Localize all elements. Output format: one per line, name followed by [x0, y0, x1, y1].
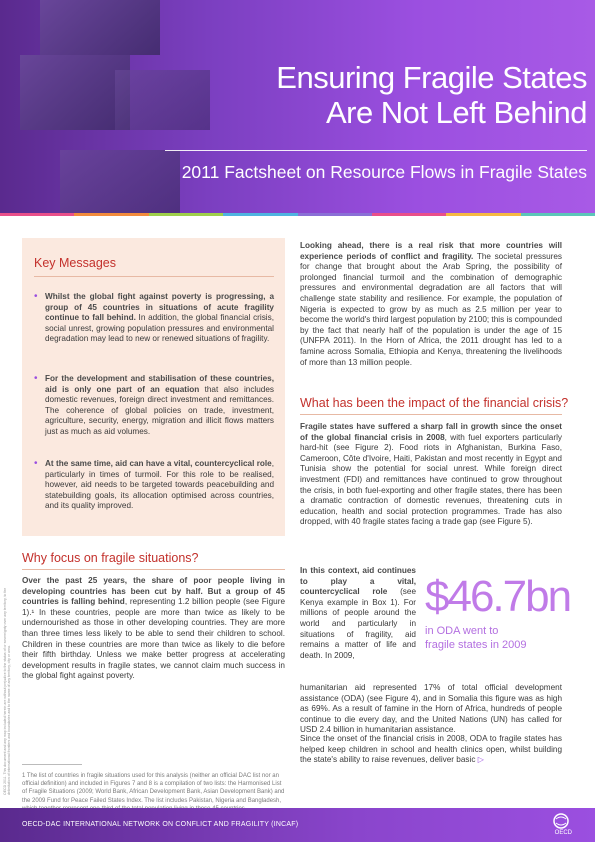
decorative-cube — [20, 55, 130, 130]
decorative-cube — [60, 150, 180, 215]
bullet-icon: • — [34, 373, 38, 384]
page-subtitle: 2011 Factsheet on Resource Flows in Fragile States — [181, 162, 587, 182]
title-line-1: Ensuring Fragile States — [276, 60, 587, 95]
color-stripe-segment — [0, 213, 75, 216]
impact-text: , with fuel exporters particularly hard-hit (see Figure 2). Food riots in Afghanistan, Burkina Faso, Cameroon, Côte d'Ivoire, Haiti, Pakistan and most recently in Egypt and Tunisia show the potential for social unrest. While foreign direct investment (FDI) and remittances have continued to grow throughout the crisis, in both fuel-exporting and other fragile states, there has been a dramatic contraction of domestic revenues, threatening cuts in education, health and social protection programmes. Trade has also dropped, with 40 fragile states facing a trade gap (see Figure 5). — [300, 432, 562, 527]
color-stripe-segment — [372, 213, 447, 216]
impact-bold: Fragile states have suffered a sharp fall in growth since the onset of the global financial crisis in 2008 — [300, 422, 562, 442]
title-divider — [165, 150, 587, 151]
key-messages-divider — [34, 276, 274, 277]
looking-ahead-bold: Looking ahead, there is a real risk that more countries will experience periods of conflict and fragility. — [300, 241, 562, 261]
looking-ahead-text: The societal pressures for change that brought about the Arab Spring, the possibility of prolonged financial turmoil and the combination of demographic pressures and environmental degradation are all factors that will challenge state stability and resilience. For example, the population of Nigeria is expected to grow by as much as 2.5 million per year to become the world's third largest population by 2100; this is compounded by the fact that nearly half of the population is under the age of 15 (UNFPA 2011). In the Horn of Africa, the 2011 drought has led to a famine across Somalia, Ethiopia and Kenya, threatening the livelihoods of more than 13 million people. — [300, 251, 562, 367]
why-focus-bold: Over the past 25 years, the share of poor people living in developing countries has been cut by half. But a group of 45 countries is falling behind — [22, 576, 285, 607]
key-messages-heading: Key Messages — [34, 256, 116, 270]
header-banner — [0, 0, 595, 215]
title-line-2: Are Not Left Behind — [325, 95, 587, 130]
legal-notice: OECD 2011. This document and any map included herein are without prejudice to the status of or sovereignty over any territory, to the delimitation of international frontiers and boundaries and to the name of any territory, city or area. — [3, 587, 11, 795]
context-text-narrow: (see Kenya example in Box 1). For millions of people around the world and particularly in situations of fragility, aid remains a matter of life and death. In 2009, — [300, 587, 417, 660]
stat-caption-line-1: in ODA went to — [425, 625, 499, 637]
key-message-1-bold: Whilst the global fight against poverty is progressing, a group of 45 countries in situations of acute fragility continue to fall behind. — [45, 292, 274, 323]
color-stripe-segment — [74, 213, 149, 216]
key-message-2-text: that also includes domestic revenues, foreign direct investment and remittances. The coherence of global policies on trade, investment, agriculture, security, energy, migration and illicit flows matters just as much as aid volumes. — [45, 384, 274, 436]
color-stripe-segment — [223, 213, 298, 216]
continue-arrow-icon[interactable]: ▷ — [477, 755, 484, 765]
footer-text: OECD-DAC INTERNATIONAL NETWORK ON CONFLICT AND FRAGILITY (INCAF) — [22, 821, 299, 828]
bullet-icon: • — [34, 291, 38, 302]
why-focus-text: , representing 1.2 billion people (see Figure 1).¹ In these countries, people are more than twice as likely to be undernourished as those in other developing countries. They are more than three times less likely to be able to send their children to school. Children in these countries are more than twice as likely to die before their fifth birthday. Unless we make better progress at accelerating development results in fragile states, we cannot claim much success in the global fight against poverty. — [22, 597, 285, 681]
looking-ahead-paragraph — [300, 241, 562, 368]
closing-paragraph — [300, 734, 562, 766]
impact-heading: What has been the impact of the financial crisis? — [300, 396, 569, 410]
bullet-icon: • — [34, 458, 38, 469]
key-message-3-bold: At the same time, aid can have a vital, countercyclical role — [45, 459, 272, 468]
context-paragraph-wide: humanitarian aid represented 17% of total official development assistance (ODA) (see Figure 4), and in Somalia this figure was as high as 69%. As a result of famine in the Horn of Africa, hundreds of people continue to die every day, and the United Nations (UN) has called for USD 2.4 billion in humanitarian assistance. — [300, 683, 562, 735]
context-paragraph-narrow — [300, 566, 416, 661]
color-stripe-segment — [521, 213, 595, 216]
stat-caption-line-2: fragile states in 2009 — [425, 639, 527, 651]
impact-divider — [300, 414, 562, 415]
stat-caption — [425, 624, 527, 652]
color-stripe-segment — [298, 213, 373, 216]
key-message-1 — [34, 292, 274, 345]
footer — [0, 808, 595, 842]
stat-value: $46.7bn — [425, 572, 571, 621]
color-stripe-segment — [149, 213, 224, 216]
decorative-cube — [115, 70, 210, 130]
footnote: 1 The list of countries in fragile situations used for this analysis (neither an official DAC list nor an official definition) and included in Figures 7 and 8 is a compilation of two lists: the Harmonised List of Fragile Situations (2009; World Bank, African Development Bank, Asian Development Bank) and the 2009 Fund for Peace Failed States Index. The list includes Pakistan, Nigeria and Bangladesh, — [22, 773, 285, 804]
closing-text: Since the onset of the financial crisis in 2008, ODA to fragile states has helped keep children in school and health clinics open, whilst building the state's ability to raise revenues, deliver basic — [300, 734, 562, 765]
oecd-logo-text: OECD — [554, 830, 572, 836]
impact-paragraph — [300, 422, 562, 528]
footnote-divider — [22, 764, 82, 765]
key-message-1-text: In addition, the global financial crisis, social unrest, growing population pressures and environmental degradation may lead to new or renewed situations of fragility. — [45, 313, 274, 344]
color-stripe-segment — [446, 213, 521, 216]
why-focus-paragraph — [22, 576, 285, 682]
why-focus-divider — [22, 569, 285, 570]
key-message-2-bold: For the development and stabilisation of these countries, aid is only one part of an equation — [45, 374, 274, 394]
context-bold: In this context, aid continues to play a vital, countercyclical role — [300, 566, 416, 597]
why-focus-heading: Why focus on fragile situations? — [22, 551, 199, 565]
key-message-3-text: , particularly in times of turmoil. For this role to be realised, however, aid needs to be targeted towards peacebuilding and statebuilding goals, its allocation optimised across countries, and its quality improved. — [45, 459, 274, 511]
decorative-cube — [40, 0, 160, 55]
key-message-3 — [34, 459, 274, 512]
key-message-2 — [34, 374, 274, 438]
page-title — [276, 60, 587, 130]
